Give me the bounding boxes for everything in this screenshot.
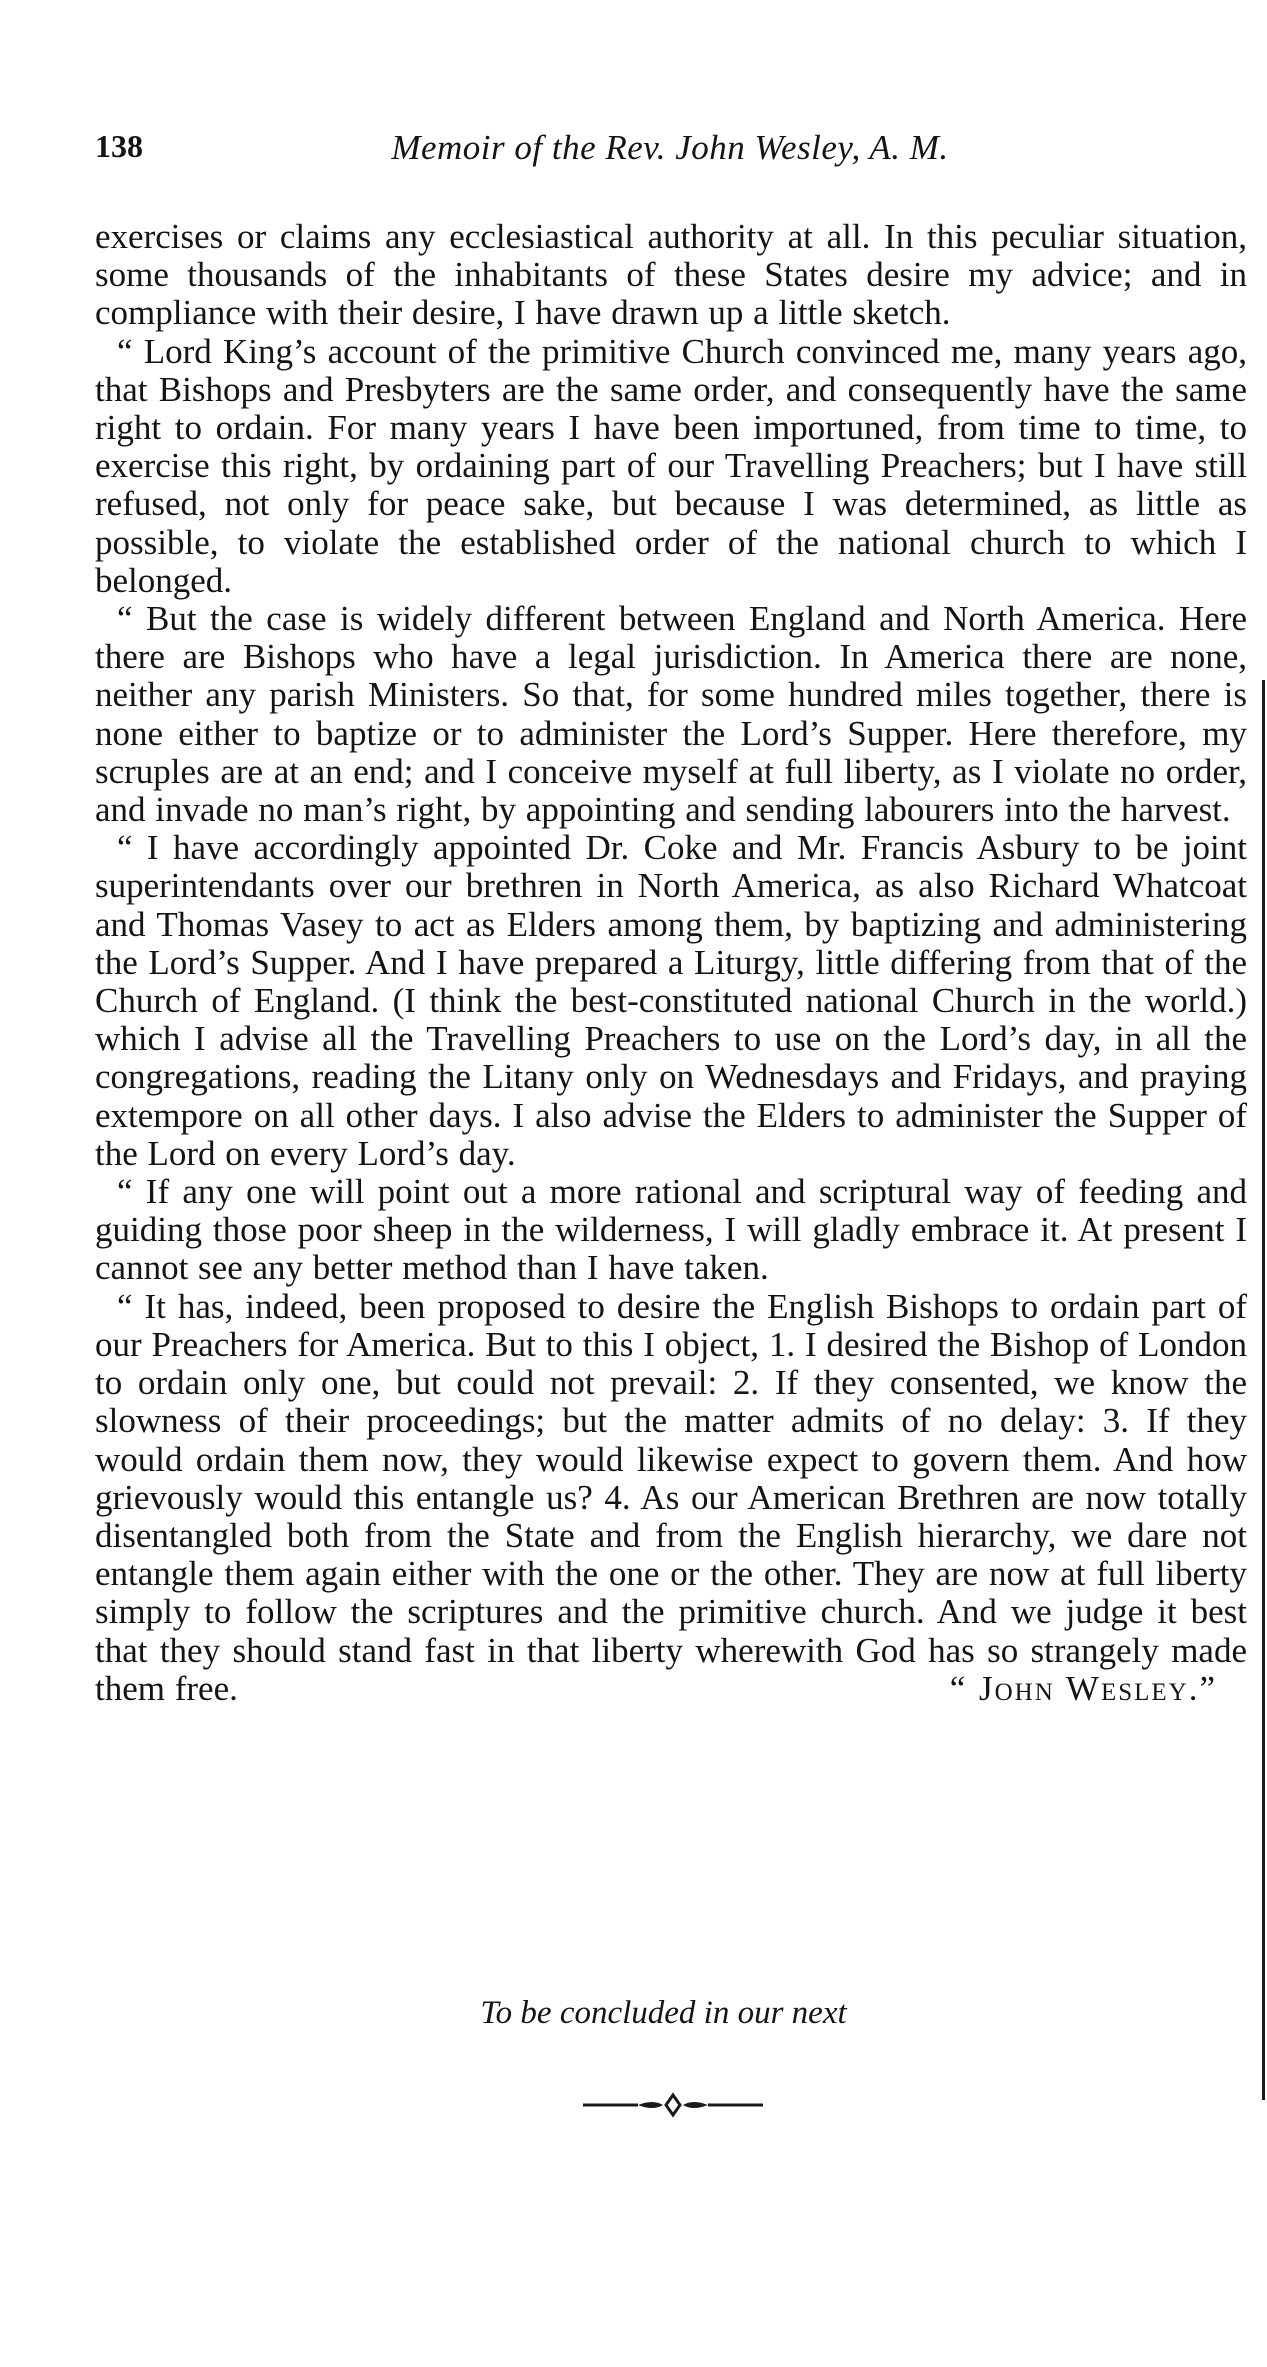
margin-rule	[1262, 680, 1265, 2100]
continuation-note: To be concluded in our next	[480, 1995, 847, 2031]
page-header	[95, 128, 1245, 188]
article-body	[95, 218, 1247, 1708]
page-number: 138	[95, 128, 143, 164]
paragraph-5: “ If any one will point out a more rational and scriptural way of feeding and guiding those poor sheep in the wilderness, I will gladly embrace it. At present I cannot see any better method than I have taken.	[95, 1172, 1247, 1288]
signature-line	[95, 1670, 1247, 1708]
paragraph-4: “ I have accordingly appointed Dr. Coke and Mr. Francis Asbury to be joint superintendants over our brethren in North America, as also Richard Whatcoat and Thomas Vasey to act as Elders among them, by baptizing and administering the Lord’s Supper. And I have prepared a Liturgy, little differing from that of the Church of England. (I think the best-constituted national Church in the world.) which I advise all the Travelling Preachers to use on the Lord’s day, in all the congregations, reading the Litany only on Wednesdays and Fridays, and praying extempore on all other days. I also advise the Elders to administer the Supper of the Lord on every Lord’s day.	[95, 828, 1247, 1173]
running-title: Memoir of the Rev. John Wesley, A. M.	[391, 128, 949, 167]
paragraph-2: “ Lord King’s account of the primitive Church convinced me, many years ago, that Bishops and Presbyters are the same order, and consequently have the same right to ordain. For many years I have been importuned, from time to time, to exercise this right, by ordaining part of our Travelling Preachers; but I have still refused, not only for peace sake, but because I was determined, as little as possible, to violate the established order of the national church to which I belonged.	[95, 331, 1247, 600]
ornament-divider-icon	[578, 2085, 768, 2125]
paragraph-1: exercises or claims any ecclesiastical authority at all. In this peculiar situation, some thousands of the inhabitants of these States desire my advice; and in compliance with their desire, I have drawn up a little sketch.	[95, 217, 1247, 333]
signature: “ John Wesley.”	[949, 1668, 1217, 1708]
paragraph-3: “ But the case is widely different between England and North America. Here there are Bishops who have a legal jurisdiction. In America there are none, neither any parish Ministers. So that, for some hundred miles together, there is none either to baptize or to administer the Lord’s Supper. Here therefore, my scruples are at an end; and I conceive myself at full liberty, as I violate no order, and invade no man’s right, by appointing and sending labourers into the harvest.	[95, 599, 1247, 830]
paragraph-6: “ It has, indeed, been proposed to desire the English Bishops to ordain part of our Preachers for America. But to this I object, 1. I desired the Bishop of London to ordain only one, but could not prevail: 2. If they consented, we know the slowness of their proceedings; but the matter admits of no delay: 3. If they would ordain them now, they would likewise expect to govern them. And how grievously would this entangle us? 4. As our American Brethren are now totally disentangled both from the State and from the English hierarchy, we dare not entangle them again either with the one or the other. They are now at full liberty simply to follow the scriptures and the primitive church. And we judge it best that they should stand fast in that liberty wherewith God has so strangely made them free.	[95, 1286, 1247, 1708]
